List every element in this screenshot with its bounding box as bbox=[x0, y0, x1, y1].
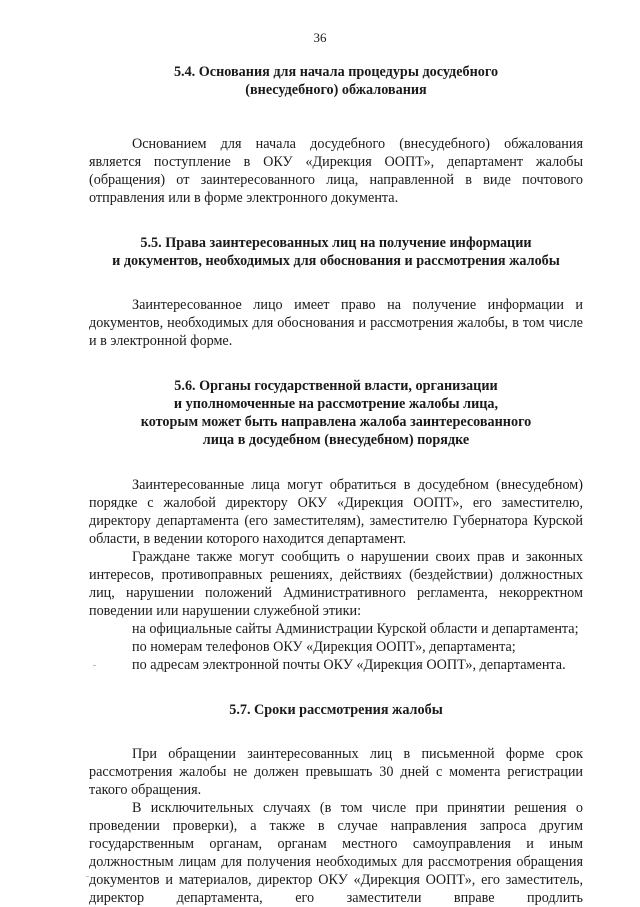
section-title-line: 5.6. Органы государственной власти, организации bbox=[174, 378, 498, 394]
section-title-line: (внесудебного) обжалования bbox=[245, 82, 427, 98]
section-5-7-title bbox=[89, 701, 583, 719]
section-5-7-paragraph: В исключительных случаях (в том числе при принятии решения о проведении проверки), а также в случае направления запроса другим государственным органам, органам местного самоуправления и иным должностным лицам для получения необходимых для рассмотрения обращения документов и материалов, директор ОКУ «Дирекция ООПТ», его заместитель, директор департамента, его заместители вправе продлить bbox=[89, 800, 583, 906]
scan-mark bbox=[86, 876, 89, 877]
section-5-6-paragraph: на официальные сайты Администрации Курской области и департамента; bbox=[132, 621, 579, 637]
section-5-7-paragraph: При обращении заинтересованных лиц в письменной форме срок рассмотрения жалобы не должен превышать 30 дней с момента регистрации такого обращения. bbox=[89, 746, 583, 798]
section-5-6-paragraph: Граждане также могут сообщить о нарушении своих прав и законных интересов, противоправных решениях, действиях (бездействии) должностных лиц, нарушении положений Административного регламента, некорректном поведении или нарушении служебной этики: bbox=[89, 549, 583, 619]
section-5-4-title bbox=[89, 63, 583, 99]
section-title-line: лица в досудебном (внесудебном) порядке bbox=[202, 432, 470, 448]
section-5-6-paragraph: по адресам электронной почты ОКУ «Дирекция ООПТ», департамента. bbox=[132, 657, 566, 673]
section-title-line: 5.5. Права заинтересованных лиц на получение информации bbox=[140, 235, 532, 251]
section-title-line: и уполномоченные на рассмотрение жалобы лица, bbox=[173, 396, 499, 412]
section-5-5-paragraph: Заинтересованное лицо имеет право на получение информации и документов, необходимых для обоснования и рассмотрения жалобы, в том числе и в электронной форме. bbox=[89, 297, 583, 349]
scan-mark bbox=[93, 665, 96, 666]
section-5-5-title bbox=[89, 234, 583, 270]
section-title-line: 5.7. Сроки рассмотрения жалобы bbox=[229, 702, 443, 718]
section-title-line: которым может быть направлена жалоба заинтересованного bbox=[140, 414, 532, 430]
section-5-6-paragraph: Заинтересованные лица могут обратиться в досудебном (внесудебном) порядке с жалобой директору ОКУ «Дирекция ООПТ», его заместителю, директору департамента (его заместителям), заместителю Губернатора Курской области, в ведении которого находится департамент. bbox=[89, 477, 583, 547]
section-title-line: 5.4. Основания для начала процедуры досудебного bbox=[173, 64, 499, 80]
section-5-6-paragraph: по номерам телефонов ОКУ «Дирекция ООПТ», департамента; bbox=[132, 639, 516, 655]
page-number: 36 bbox=[313, 30, 327, 45]
document-body bbox=[89, 63, 583, 907]
section-5-4-paragraph: Основанием для начала досудебного (внесудебного) обжалования является поступление в ОКУ «Дирекция ООПТ», департамент жалобы (обращения) от заинтересованного лица, направленной в виде почтового отправления или в форме электронного документа. bbox=[89, 136, 583, 206]
section-title-line: и документов, необходимых для обоснования и рассмотрения жалобы bbox=[112, 253, 560, 269]
section-5-6-title bbox=[89, 377, 583, 449]
